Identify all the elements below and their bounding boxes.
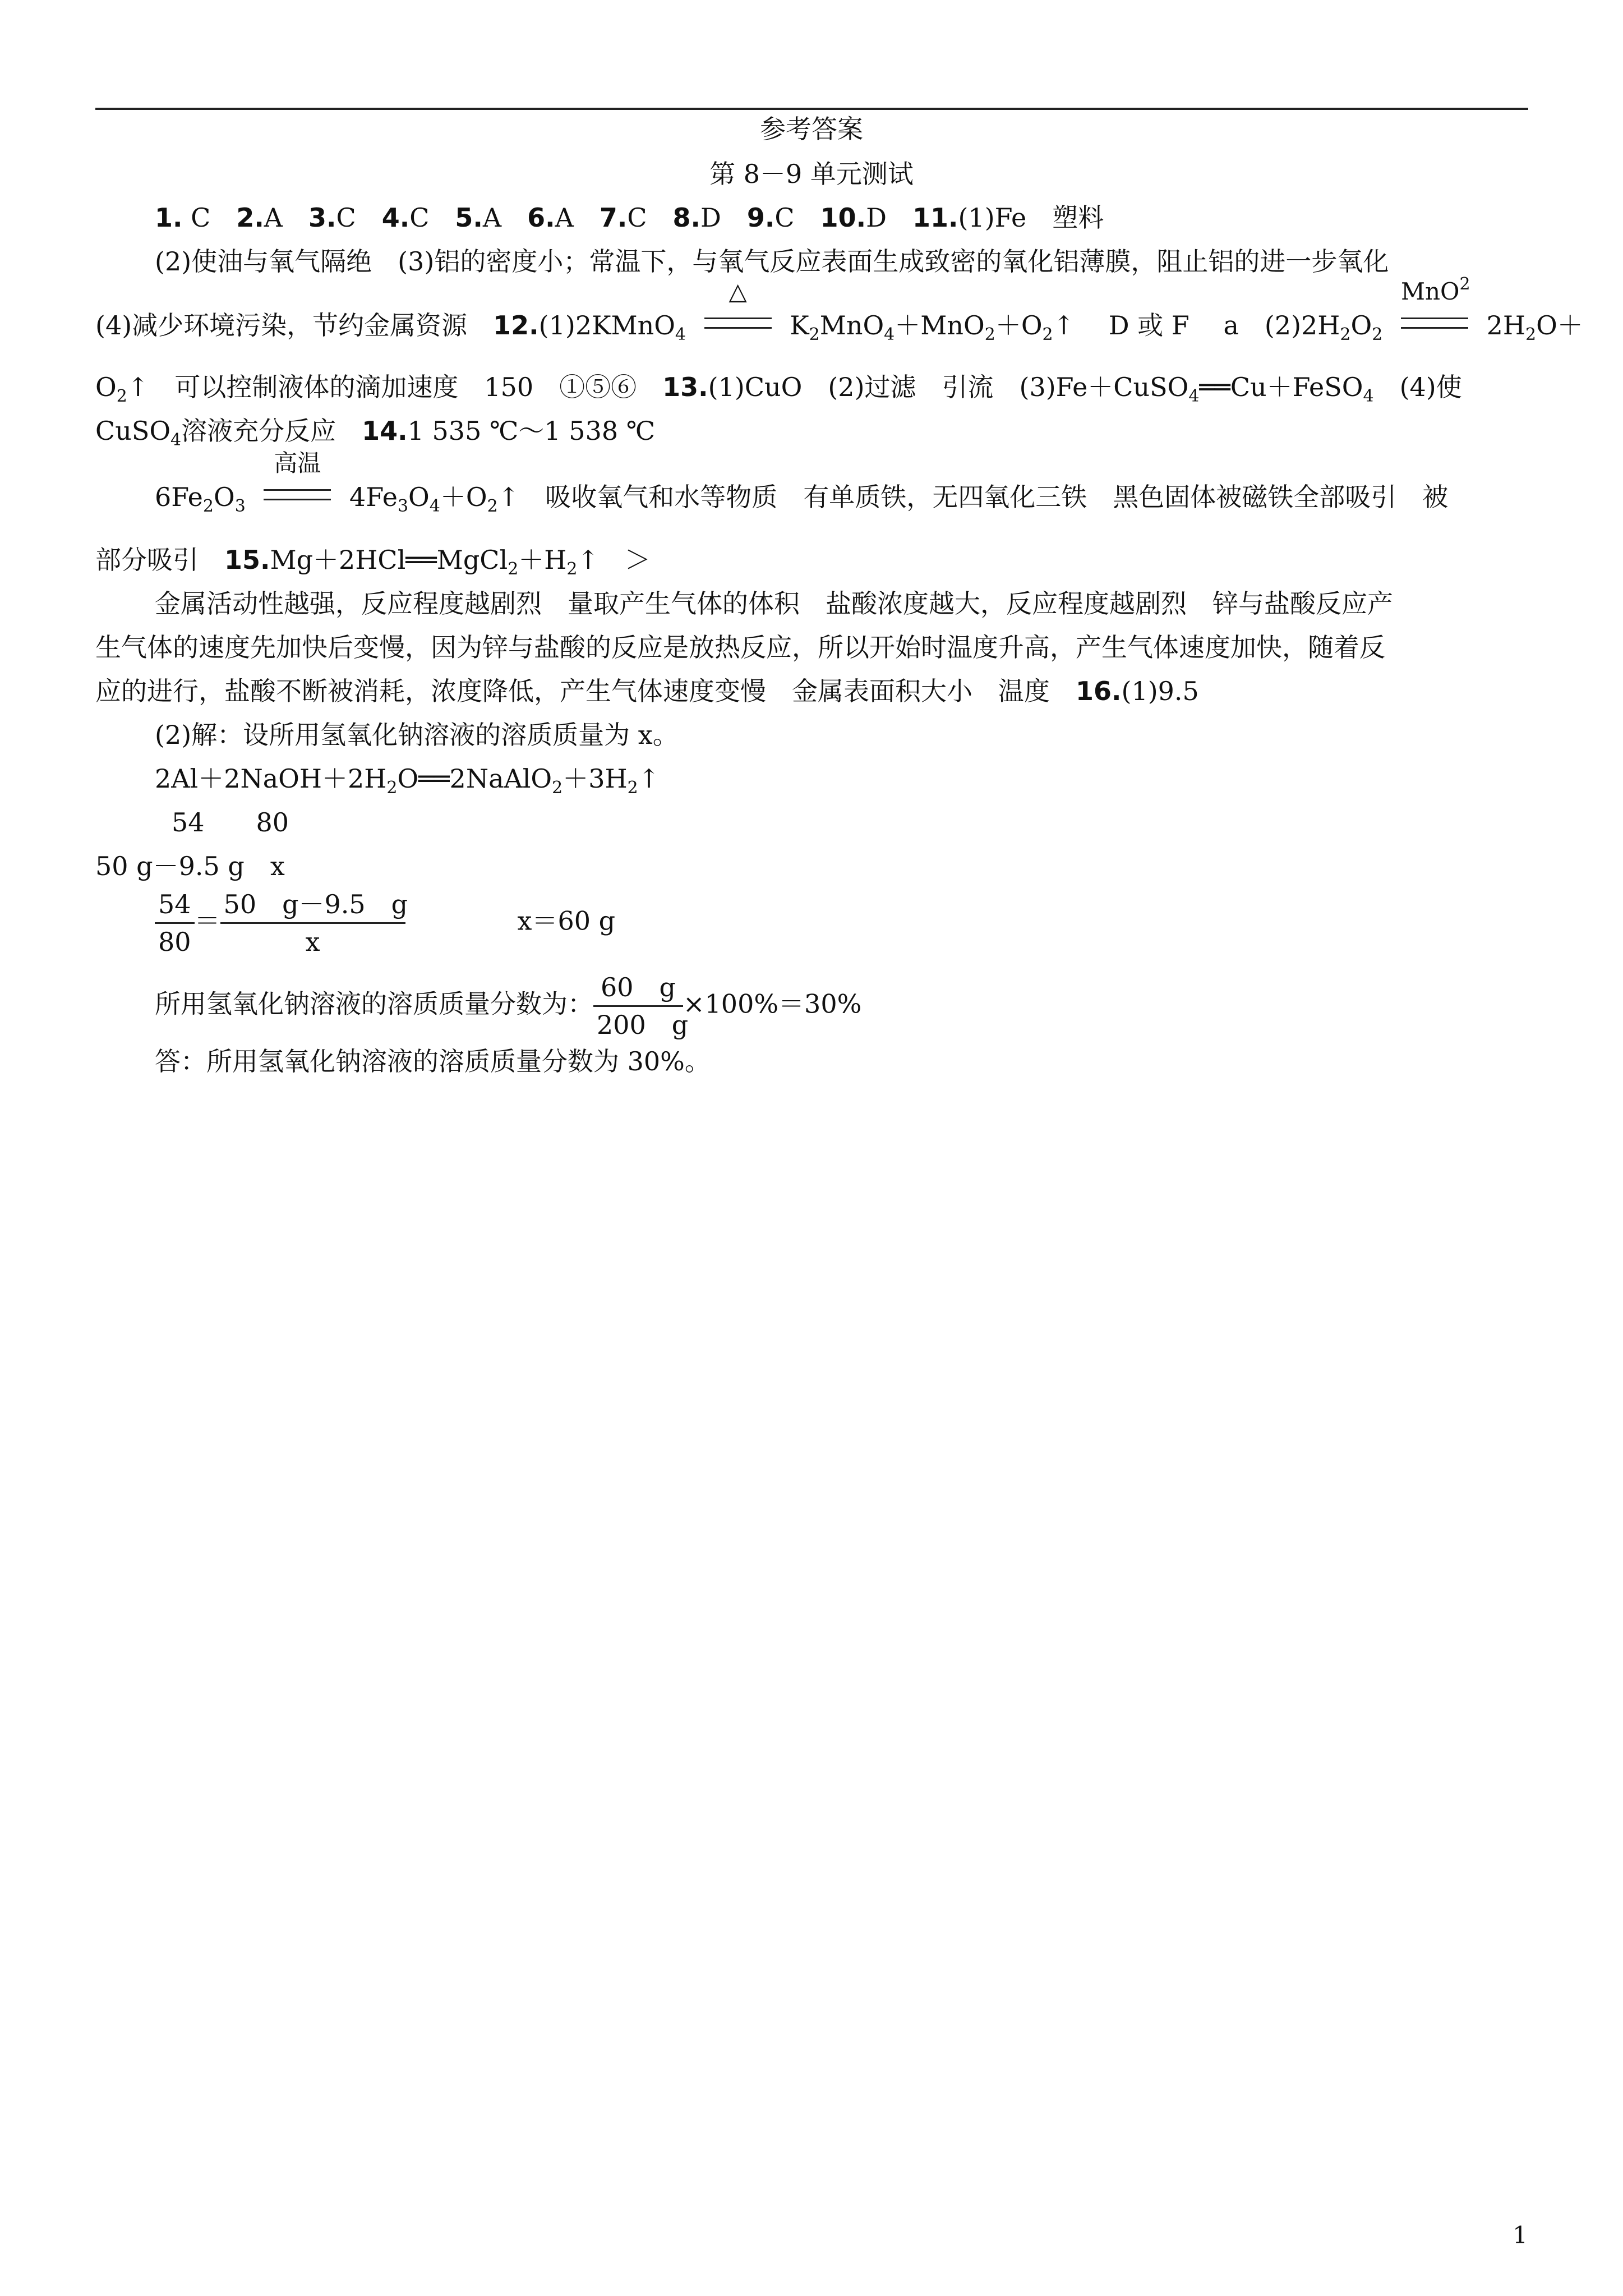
answers-line-6: $6Fe_2O_3$ 高温 $4Fe_3O_4+O_2↑$ 吸收氧气和水等物质 有单质铁，无四氧化三铁 黑色固体被磁铁全部吸引 被: [155, 449, 1449, 516]
solution-equation: $2Al+2NaOH+2H_2O══2NaAlO_2+3H_2↑$: [155, 763, 660, 798]
fraction-left: $\frac{54}{80}$: [155, 886, 195, 960]
header-rule: [95, 108, 1528, 110]
answers-line-9: 生气体的速度先加快后变慢，因为锌与盐酸的反应是放热反应，所以开始时温度升高，产生气体速度加快，随着反: [95, 632, 1385, 662]
solution-answer: 答：所用氢氧化钠溶液的溶质质量分数为 30%。: [155, 1046, 711, 1076]
solution-mass-values: 50 g－9.5 g x: [95, 851, 285, 881]
reaction-condition-catalyst: MnO$^2$: [1401, 309, 1468, 342]
answers-line-10: 应的进行，盐酸不断被消耗，浓度降低，产生气体速度变慢 金属表面积大小 温度 16.(1)9.5: [95, 676, 1199, 706]
page-subtitle: 第 8－9 单元测试: [709, 159, 914, 189]
solution-intro: (2)解：设所用氢氧化钠溶液的溶质质量为 x。: [155, 720, 679, 750]
solution-percentage: 所用氢氧化钠溶液的溶质质量分数为： $\frac{60 g}{200 g}$ ×100%＝30%: [155, 969, 861, 1043]
answers-line-2: (2)使油与氧气隔绝 (3)铝的密度小；常温下，与氧气反应表面生成致密的氧化铝薄膜，阻止铝的进一步氧化: [155, 246, 1389, 277]
answers-line-1: 1. C 2.A 3.C 4.C 5.A 6.A 7.C 8.D 9.C 10.D 11.(1)Fe 塑料: [155, 203, 1104, 233]
fraction-percent: $\frac{60 g}{200 g}$: [593, 969, 683, 1043]
page-number: 1: [1513, 2221, 1528, 2249]
answers-line-3: (4)减少环境污染，节约金属资源 12.(1)2KMnO$_4$ △ $K_2MnO_4+MnO_2+O_2↑$ D 或 F a $(2)2H_2O_2$ MnO$^2$ $2H_2O+$: [95, 274, 1583, 344]
answers-line-7: 部分吸引 $15.Mg+2HCl══MgCl_2+H_2↑$ ＞: [95, 545, 651, 579]
answers-line-5: CuSO$_4$溶液充分反应 14.1 535 ℃～1 538 ℃: [95, 416, 656, 450]
reaction-condition-heat: △: [704, 309, 772, 342]
fraction-right: $\frac{50 g-9.5 g}{x}$: [220, 886, 405, 960]
page-title: 参考答案: [760, 114, 863, 144]
solution-mass-ratio: 54 80: [172, 807, 289, 838]
reaction-condition-high-temp: 高温: [264, 480, 331, 514]
solution-proportion: $\frac{54}{80}$ ＝ $\frac{50 g-9.5 g}{x}$ x＝60 g: [155, 886, 615, 960]
answers-line-4: $O_2↑$ 可以控制液体的滴加速度 150 ①⑤⑥ 13.(1)CuO (2)过滤 引流 (3)Fe＋CuSO$_4$══Cu＋FeSO$_4$ (4)使: [95, 372, 1462, 406]
answers-line-8: 金属活动性越强，反应程度越剧烈 量取产生气体的体积 盐酸浓度越大，反应程度越剧烈 锌与盐酸反应产: [155, 588, 1393, 619]
